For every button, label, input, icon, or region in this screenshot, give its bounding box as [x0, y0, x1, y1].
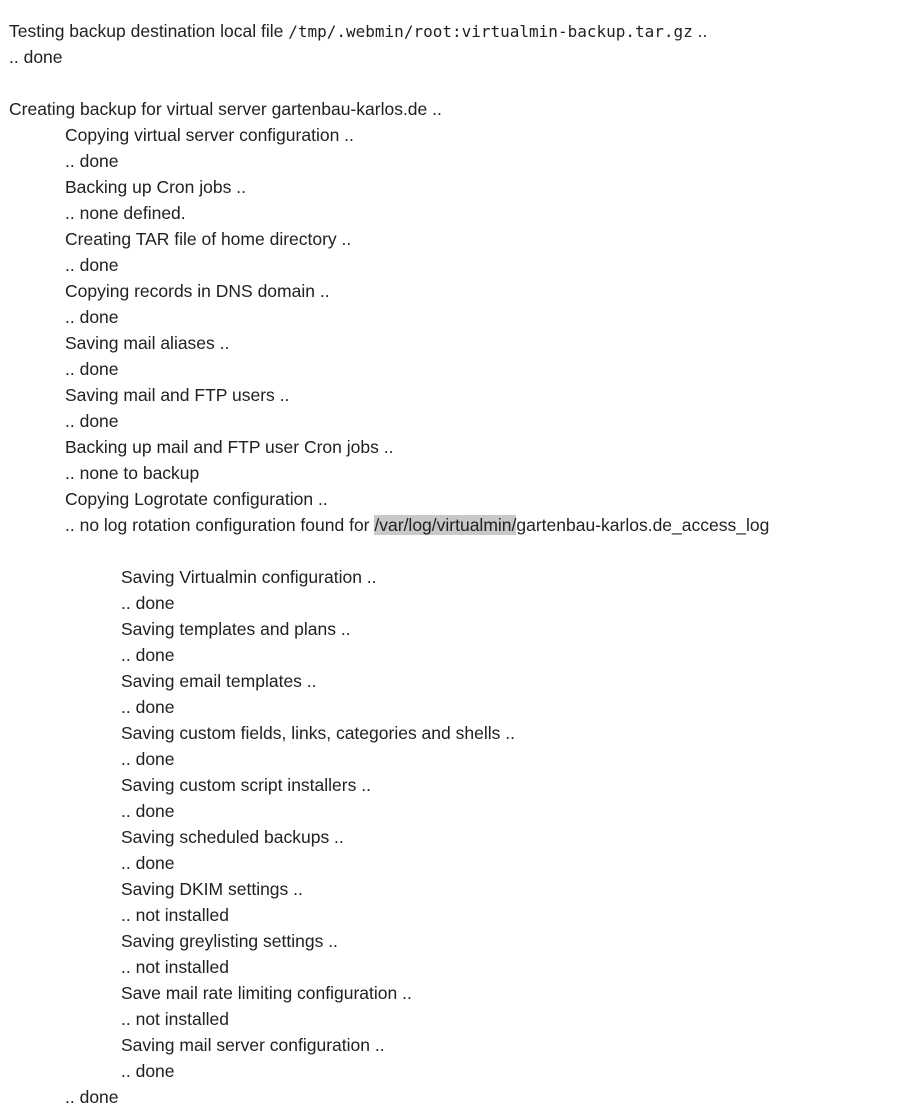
- step-label: Copying virtual server configuration ..: [65, 125, 354, 145]
- global-step-label: Saving Virtualmin configuration ..: [121, 567, 377, 587]
- global-step-result: .. not installed: [121, 1009, 229, 1029]
- step-result: .. done: [65, 255, 119, 275]
- highlighted-log-path: /var/log/virtualmin/: [374, 515, 517, 535]
- global-step-label: Saving scheduled backups ..: [121, 827, 344, 847]
- final-result: .. done: [65, 1087, 119, 1107]
- step-result: .. done: [65, 411, 119, 431]
- step-label: Copying records in DNS domain ..: [65, 281, 330, 301]
- test-destination-ellipsis: ..: [697, 21, 708, 41]
- step-result: .. done: [65, 151, 119, 171]
- test-destination-result: .. done: [9, 47, 63, 67]
- global-step-result: .. done: [121, 645, 175, 665]
- global-step-result: .. done: [121, 1061, 175, 1081]
- log-file-name: gartenbau-karlos.de_access_log: [516, 515, 770, 535]
- global-step-label: Saving DKIM settings ..: [121, 879, 303, 899]
- global-step-result: .. not installed: [121, 905, 229, 925]
- logrotate-step-label: Copying Logrotate configuration ..: [65, 489, 328, 509]
- logrotate-step-result: [9, 512, 911, 538]
- test-destination-line: [9, 18, 911, 44]
- domain-backup-heading: Creating backup for virtual server gartenbau-karlos.de ..: [9, 99, 442, 119]
- step-result: .. none defined.: [65, 203, 186, 223]
- global-step-result: .. done: [121, 593, 175, 613]
- logrotate-result-text: .. no log rotation configuration found for: [65, 515, 370, 535]
- global-step-result: .. done: [121, 749, 175, 769]
- step-label: Saving mail and FTP users ..: [65, 385, 290, 405]
- global-step-label: Saving email templates ..: [121, 671, 317, 691]
- spacer: [9, 538, 911, 564]
- backup-file-path: /tmp/.webmin/root:virtualmin-backup.tar.gz: [288, 22, 693, 41]
- test-destination-label: Testing backup destination local file: [9, 21, 284, 41]
- global-step-label: Save mail rate limiting configuration ..: [121, 983, 412, 1003]
- global-step-result: .. done: [121, 853, 175, 873]
- step-label: Saving mail aliases ..: [65, 333, 230, 353]
- step-label: Backing up mail and FTP user Cron jobs ..: [65, 437, 394, 457]
- global-step-label: Saving custom script installers ..: [121, 775, 371, 795]
- global-step-label: Saving mail server configuration ..: [121, 1035, 385, 1055]
- global-step-result: .. not installed: [121, 957, 229, 977]
- global-step-result: .. done: [121, 801, 175, 821]
- step-result: .. done: [65, 359, 119, 379]
- global-step-label: Saving templates and plans ..: [121, 619, 351, 639]
- global-step-label: Saving greylisting settings ..: [121, 931, 338, 951]
- step-result: .. done: [65, 307, 119, 327]
- step-label: Backing up Cron jobs ..: [65, 177, 246, 197]
- spacer: [9, 70, 911, 96]
- step-result: .. none to backup: [65, 463, 200, 483]
- step-label: Creating TAR file of home directory ..: [65, 229, 352, 249]
- global-step-label: Saving custom fields, links, categories and shells ..: [121, 723, 515, 743]
- global-step-result: .. done: [121, 697, 175, 717]
